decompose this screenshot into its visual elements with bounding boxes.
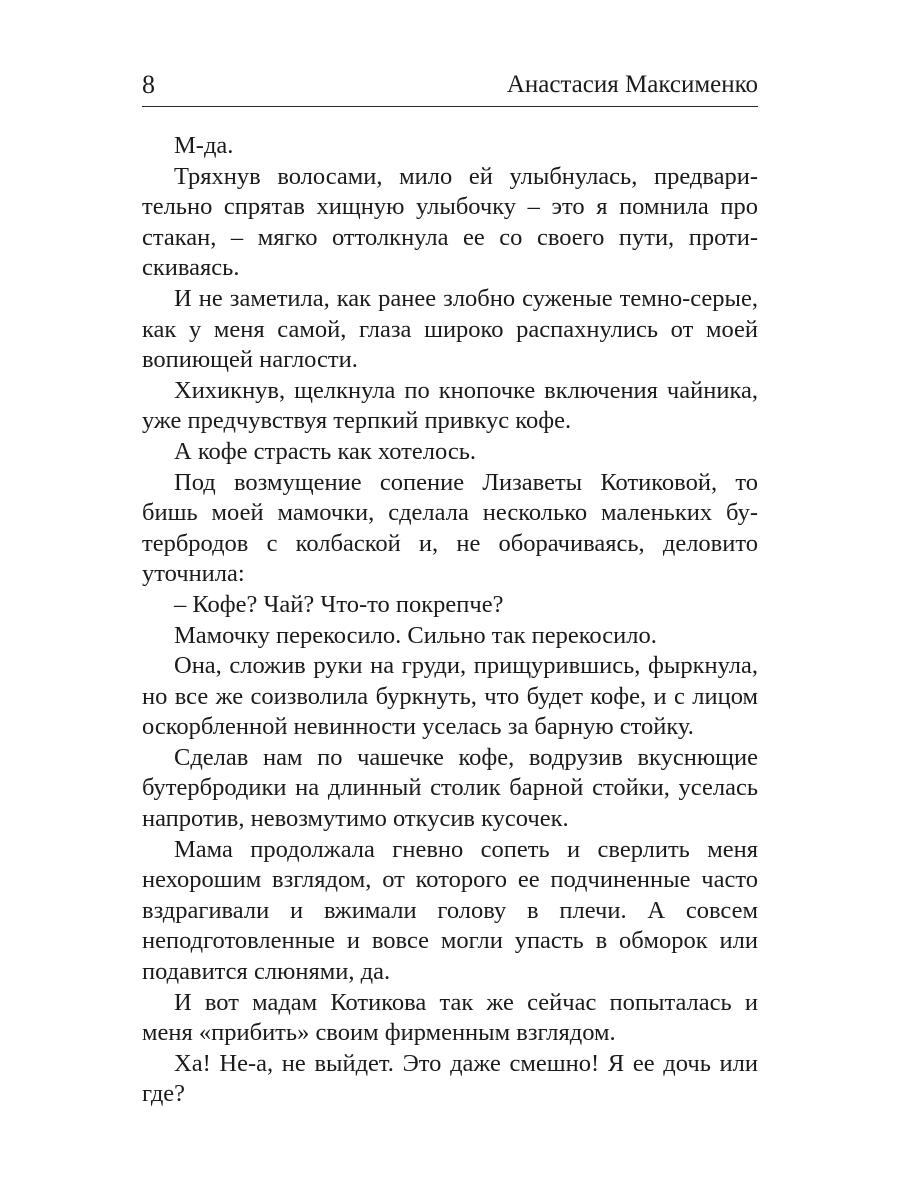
header-divider xyxy=(142,106,758,107)
paragraph: Ха! Не-а, не выйдет. Это даже смешно! Я ее дочь или где? xyxy=(142,1049,758,1108)
paragraph: Мамочку перекосило. Сильно так перекосило. xyxy=(174,621,657,649)
paragraph: – Кофе? Чай? Что-то покрепче? xyxy=(174,590,504,618)
running-header xyxy=(142,68,758,102)
paragraph: Тряхнув волосами, мило ей улыбнулась, предварительно спрятав хищную улыбочку – это я помнила про стакан, – мягко оттолкнула ее со своего пути, протискиваясь. xyxy=(142,162,758,282)
paragraph: Она, сложив руки на груди, прищурившись, фыркнула, но все же соизволила буркнуть, что будет кофе, и с лицом оскорбленной невинности уселась за барную стойку. xyxy=(142,652,758,741)
paragraph: М-да. xyxy=(174,132,234,159)
paragraph: А кофе страсть как хотелось. xyxy=(174,437,477,465)
paragraph: Мама продолжала гневно сопеть и сверлить меня нехорошим взглядом, от которого ее подчиненные часто вздрагивали и вжимали голову в плечи. А совсем неподготовленные и вовсе могли упасть в обморок или подавится слюнями, да. xyxy=(142,835,758,986)
paragraph: Хихикнув, щелкнула по кнопочке включения чайника, уже предчувствуя терпкий привкус кофе. xyxy=(142,376,758,435)
body-text xyxy=(142,131,758,1110)
paragraph: И не заметила, как ранее злобно суженые темно-серые, как у меня самой, глаза широко распахнулись от моей вопиющей наглости. xyxy=(142,284,758,374)
page-number: 8 xyxy=(142,70,155,99)
running-title-author: Анастасия Максименко xyxy=(506,71,758,98)
paragraph: И вот мадам Котикова так же сейчас попыталась и меня «прибить» своим фирменным взглядом. xyxy=(142,988,758,1047)
paragraph: Под возмущение сопение Лизаветы Котиковой, то бишь моей мамочки, сделала несколько маленьких бутербродов с колбаской и, не оборачиваясь, деловито уточнила: xyxy=(142,468,758,588)
paragraph: Сделав нам по чашечке кофе, водрузив вкуснющие бутербродики на длинный столик барной стойки, уселась напротив, невозмутимо откусив кусочек. xyxy=(142,743,758,833)
